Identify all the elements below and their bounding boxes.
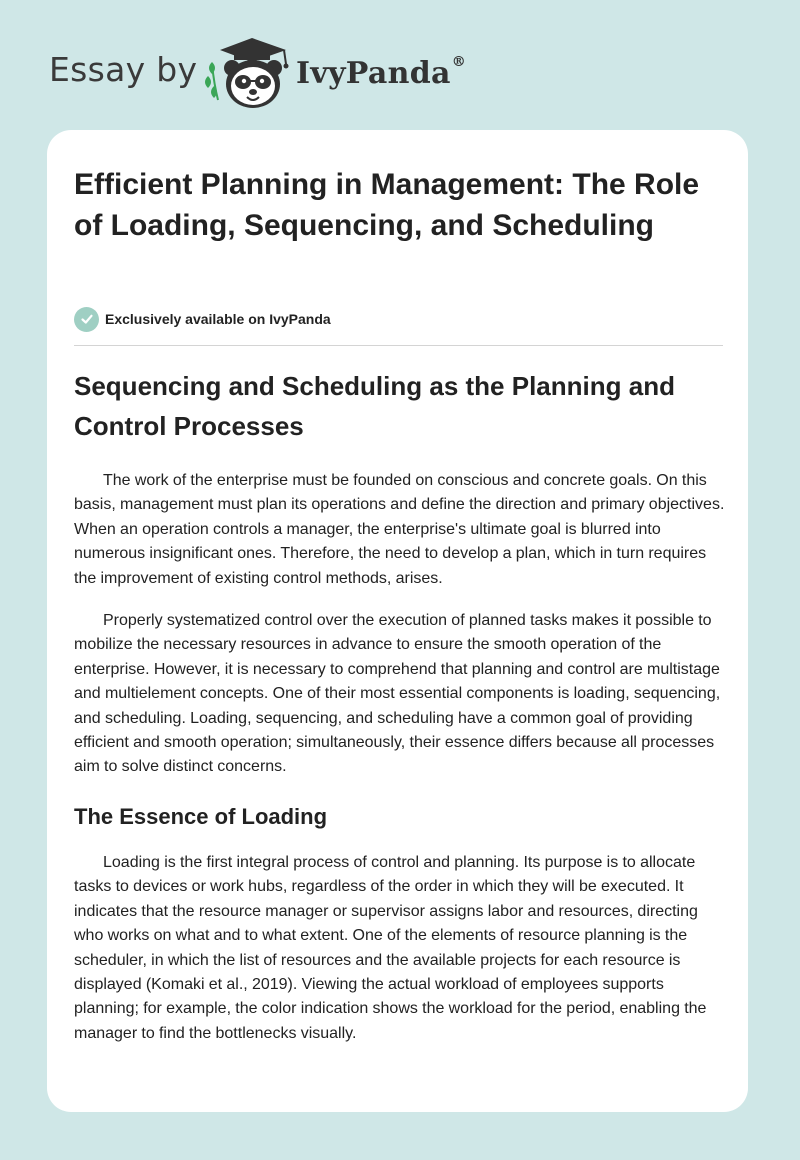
- check-circle-icon: [74, 307, 99, 332]
- article-title: Efficient Planning in Management: The Role of Loading, Sequencing, and Scheduling: [74, 168, 700, 242]
- paragraph: Loading is the first integral process of control and planning. Its purpose is to allocate tasks to devices or work hubs, regardless of the order in which they will be executed. It indicates that the resource manager or supervisor assigns labor and resources, directing who works on what and to what extent. One of the elements of resource planning is the scheduler, in which the list of resources and the available projects for each resource is displayed (Komaki et al., 2019). Viewing the actual workload of employees supports planning; for example, the color indication shows the workload for the period, enabling the manager to find the bottlenecks visually.: [74, 854, 707, 1042]
- panda-mascot-icon: [200, 34, 300, 114]
- site-header: [0, 0, 800, 130]
- divider: [74, 345, 723, 346]
- brand-label: IvyPanda: [296, 56, 451, 91]
- exclusive-label: Exclusively available on IvyPanda: [105, 311, 331, 327]
- ivy-leaf-icon: [205, 62, 218, 100]
- registered-mark: ®: [451, 54, 467, 70]
- section-heading-sequencing: Sequencing and Scheduling as the Planning and Control Processes: [74, 371, 675, 441]
- article-card: [47, 130, 748, 1112]
- paragraph: Properly systematized control over the execution of planned tasks makes it possible to mobilize the necessary resources in advance to ensure the smooth operation of the enterprise. However, it is necessary to comprehend that planning and control are multistage and multielement concepts. One of their most essential components is loading, sequencing, and scheduling. Loading, sequencing, and scheduling have a common goal of providing efficient and smooth operation; simultaneously, their essence differs because all processes aim to solve distinct concerns.: [74, 612, 721, 776]
- essay-by-label: Essay by: [49, 50, 198, 89]
- section-heading-loading: The Essence of Loading: [74, 804, 328, 829]
- ivypanda-logo[interactable]: [200, 34, 300, 114]
- paragraph: The work of the enterprise must be founded on conscious and concrete goals. On this basis, management must plan its operations and define the direction and primary objectives. When an operation controls a manager, the enterprise's ultimate goal is blurred into numerous insignificant ones. Therefore, the need to develop a plan, which in turn requires the improvement of existing control methods, arises.: [74, 472, 725, 587]
- brand-name[interactable]: [296, 56, 466, 91]
- exclusive-badge: [74, 306, 331, 332]
